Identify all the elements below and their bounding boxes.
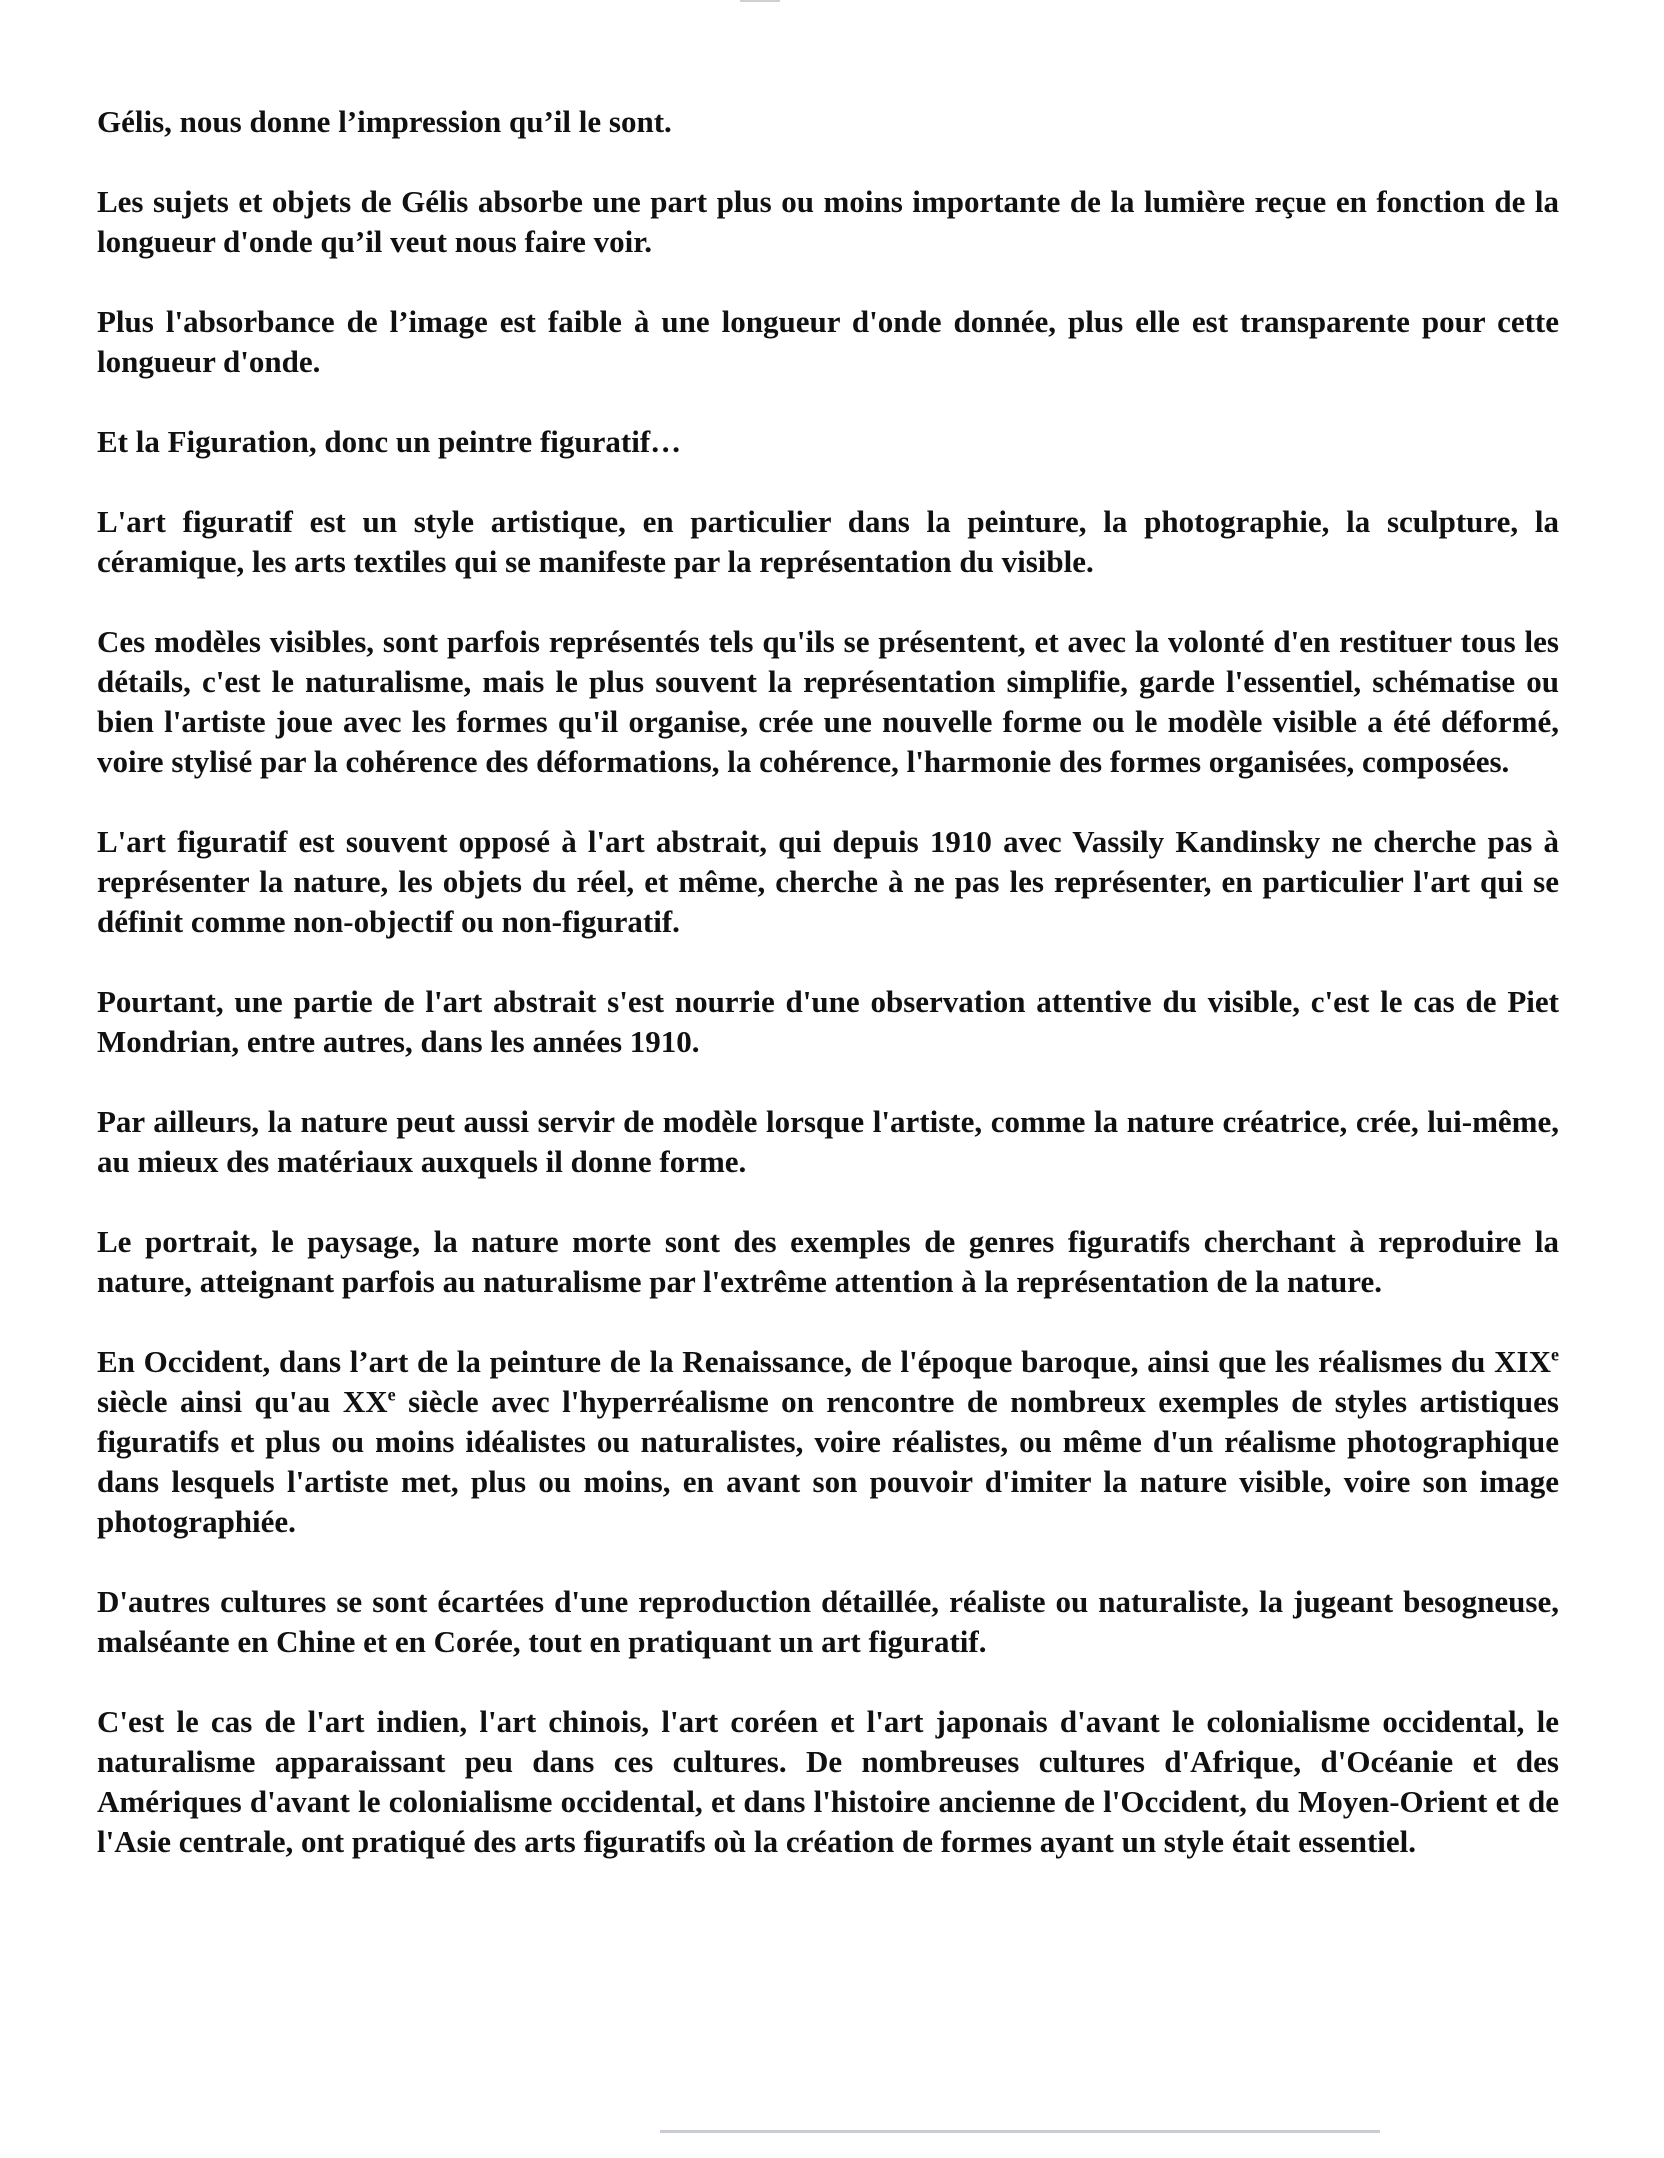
superscript-e-19: e: [1551, 1344, 1559, 1365]
paragraph-mondrian: Pourtant, une partie de l'art abstrait s'est nourrie d'une observation attentive du visible, c'est le cas de Piet Mondrian, entre autres, dans les années 1910.: [97, 984, 1559, 1059]
document-body: [97, 102, 1559, 1902]
occident-text-part3: siècle avec l'hyperréalisme on rencontre de nombreux exemples de styles artistiques figuratifs et plus ou moins idéalistes ou naturalistes, voire réalistes, ou même d'un réalisme photographique dans lesquels l'artiste met, plus ou moins, en avant son pouvoir d'imiter la nature visible, voire son image photographiée.: [97, 1384, 1559, 1539]
paragraph-genres-figuratifs: Le portrait, le paysage, la nature morte sont des exemples de genres figuratifs cherchant à reproduire la nature, atteignant parfois au naturalisme par l'extrême attention à la représentation de la nature.: [97, 1224, 1559, 1299]
paragraph-absorbance: Plus l'absorbance de l’image est faible à une longueur d'onde donnée, plus elle est transparente pour cette longueur d'onde.: [97, 304, 1559, 379]
scan-edge-mark: [740, 0, 780, 2]
occident-text-part1: En Occident, dans l’art de la peinture de la Renaissance, de l'époque baroque, ainsi que les réalismes du XIX: [97, 1344, 1551, 1379]
bottom-scan-rule: [660, 2130, 1380, 2133]
paragraph-modeles-visibles: Ces modèles visibles, sont parfois représentés tels qu'ils se présentent, et avec la volonté d'en restituer tous les détails, c'est le naturalisme, mais le plus souvent la représentation simplifie, garde l'essentiel, schématise ou bien l'artiste joue avec les formes qu'il organise, crée une nouvelle forme ou le modèle visible a été déformé, voire stylisé par la cohérence des déformations, la cohérence, l'harmonie des formes organisées, composées.: [97, 624, 1559, 779]
paragraph-gelis-impression: Gélis, nous donne l’impression qu’il le sont.: [97, 104, 672, 139]
paragraph-occident: [97, 1342, 1559, 1542]
paragraph-art-asiatique: C'est le cas de l'art indien, l'art chinois, l'art coréen et l'art japonais d'avant le colonialisme occidental, le naturalisme apparaissant peu dans ces cultures. De nombreuses cultures d'Afrique, d'Océanie et des Amériques d'avant le colonialisme occidental, et dans l'histoire ancienne de l'Occident, du Moyen-Orient et de l'Asie centrale, ont pratiqué des arts figuratifs où la création de formes ayant un style était essentiel.: [97, 1704, 1559, 1859]
occident-text-part2: siècle ainsi qu'au XX: [97, 1384, 388, 1419]
paragraph-absorption: Les sujets et objets de Gélis absorbe une part plus ou moins importante de la lumière reçue en fonction de la longueur d'onde qu’il veut nous faire voir.: [97, 184, 1559, 259]
paragraph-autres-cultures: D'autres cultures se sont écartées d'une reproduction détaillée, réaliste ou naturaliste, la jugeant besogneuse, malséante en Chine et en Corée, tout en pratiquant un art figuratif.: [97, 1584, 1559, 1659]
superscript-e-20: e: [387, 1384, 396, 1405]
paragraph-figuration-intro: Et la Figuration, donc un peintre figuratif…: [97, 424, 682, 459]
paragraph-art-abstrait: L'art figuratif est souvent opposé à l'art abstrait, qui depuis 1910 avec Vassily Kandinsky ne cherche pas à représenter la nature, les objets du réel, et même, cherche à ne pas les représenter, en particulier l'art qui se définit comme non-objectif ou non-figuratif.: [97, 824, 1559, 939]
paragraph-art-figuratif-definition: L'art figuratif est un style artistique, en particulier dans la peinture, la photographie, la sculpture, la céramique, les arts textiles qui se manifeste par la représentation du visible.: [97, 504, 1559, 579]
paragraph-nature-modele: Par ailleurs, la nature peut aussi servir de modèle lorsque l'artiste, comme la nature créatrice, crée, lui-même, au mieux des matériaux auxquels il donne forme.: [97, 1104, 1559, 1179]
